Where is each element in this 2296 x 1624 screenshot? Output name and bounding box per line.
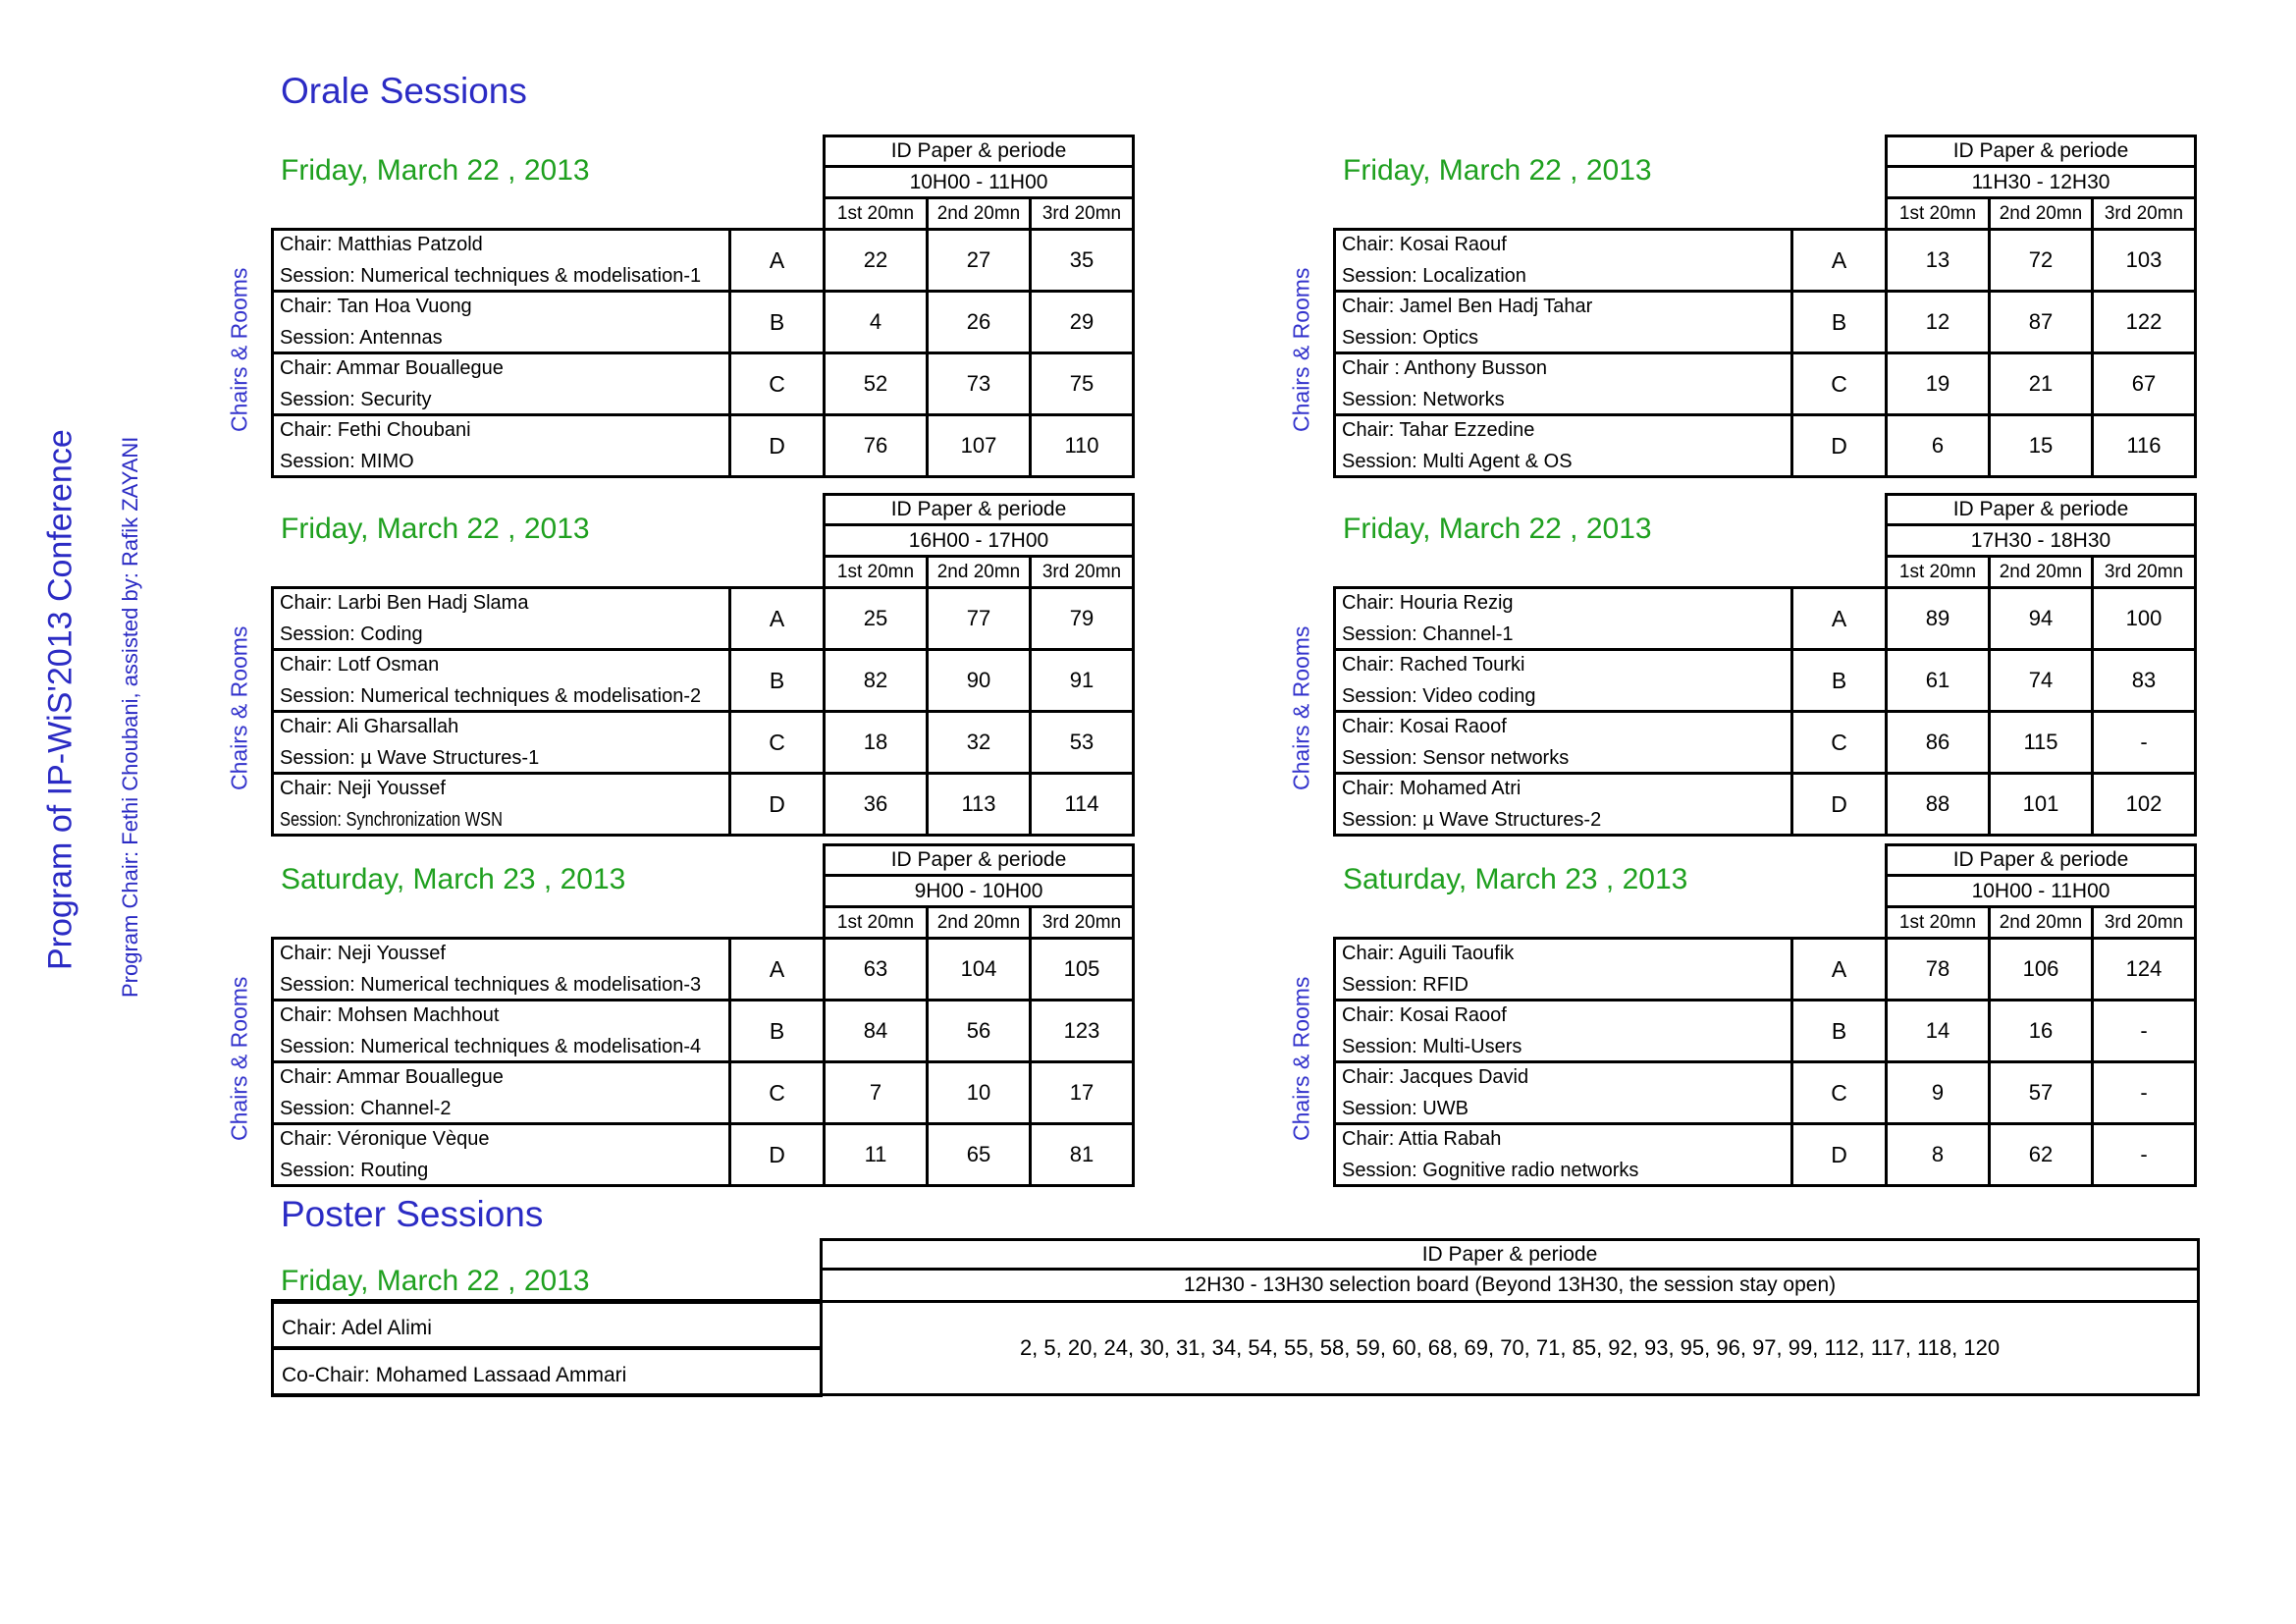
chair-label: Chair: Ammar Bouallegue	[280, 1066, 504, 1088]
chair-label: Chair: Lotf Osman	[280, 654, 440, 676]
chair-label: Chair: Larbi Ben Hadj Slama	[280, 592, 529, 614]
chairs-rooms-label: Chairs & Rooms	[1288, 976, 1314, 1141]
paper-id-cell: 72	[1990, 230, 2093, 292]
slot-header: 2nd 20mn	[928, 198, 1031, 230]
chair-label: Chair: Ammar Bouallegue	[280, 357, 504, 379]
session-label: Session: Multi-Users	[1342, 1036, 1522, 1057]
paper-id-cell: 26	[928, 292, 1031, 353]
session-label: Session: Channel-2	[280, 1098, 452, 1119]
room-cell: B	[1792, 1001, 1887, 1062]
poster-date: Friday, March 22 , 2013	[281, 1265, 590, 1297]
chair-label: Chair: Attia Rabah	[1342, 1128, 1502, 1150]
session-label: Session: Antennas	[280, 327, 443, 349]
paper-id-cell: 83	[2093, 650, 2196, 712]
chair-label: Chair: Ali Gharsallah	[280, 716, 459, 737]
table-row	[1335, 292, 2196, 353]
session-label: Session: µ Wave Structures-1	[280, 747, 540, 769]
id-paper-header: ID Paper & periode	[825, 136, 1134, 167]
table-row	[1335, 415, 2196, 477]
slot-header: 3rd 20mn	[1031, 907, 1134, 939]
session-label: Session: Numerical techniques & modelisation-4	[280, 1036, 702, 1057]
table-row	[1335, 353, 2196, 415]
table-row	[1335, 1001, 2196, 1062]
slot-header: 2nd 20mn	[1990, 198, 2093, 230]
table-row	[1335, 650, 2196, 712]
poster-chair: Chair: Adel Alimi	[273, 1302, 822, 1348]
chair-label: Chair : Anthony Busson	[1342, 357, 1548, 379]
paper-id-cell: 101	[1990, 774, 2093, 836]
chair-label: Chair: Mohsen Machhout	[280, 1004, 500, 1026]
chair-label: Chair: Fethi Choubani	[280, 419, 471, 441]
room-cell: B	[730, 1001, 825, 1062]
side-title: Program of IP-WiS'2013 Conference	[41, 429, 80, 970]
chair-label: Chair: Houria Rezig	[1342, 592, 1514, 614]
room-cell: D	[1792, 774, 1887, 836]
paper-id-cell: -	[2093, 1001, 2196, 1062]
session-label: Session: MIMO	[280, 451, 414, 472]
paper-id-cell: 29	[1031, 292, 1134, 353]
room-cell: D	[1792, 1124, 1887, 1186]
slot-header: 1st 20mn	[825, 198, 928, 230]
poster-ids: 2, 5, 20, 24, 30, 31, 34, 54, 55, 58, 59, 60, 68, 69, 70, 71, 85, 92, 93, 95, 96, 97, 99, 112, 117, 118, 120	[822, 1302, 2199, 1395]
slot-header: 3rd 20mn	[1031, 198, 1134, 230]
paper-id-cell: 89	[1887, 588, 1990, 650]
paper-id-cell: 104	[928, 939, 1031, 1001]
paper-id-cell: 79	[1031, 588, 1134, 650]
session-label: Session: Optics	[1342, 327, 1478, 349]
paper-id-cell: 15	[1990, 415, 2093, 477]
table-row	[273, 650, 1134, 712]
time-header: 9H00 - 10H00	[825, 876, 1134, 907]
room-cell: B	[1792, 292, 1887, 353]
table-row	[1335, 939, 2196, 1001]
slot-header: 3rd 20mn	[2093, 557, 2196, 588]
session-table-friday-11h30	[1288, 135, 2194, 472]
chair-label: Chair: Matthias Patzold	[280, 234, 483, 255]
paper-id-cell: -	[2093, 1062, 2196, 1124]
table-row	[273, 939, 1134, 1001]
paper-id-cell: 116	[2093, 415, 2196, 477]
poster-sessions-title: Poster Sessions	[281, 1194, 544, 1234]
paper-id-cell: 57	[1990, 1062, 2093, 1124]
session-label: Session: Gognitive radio networks	[1342, 1160, 1639, 1181]
room-cell: A	[1792, 230, 1887, 292]
poster-time-header: 12H30 - 13H30 selection board (Beyond 13H30, the session stay open)	[822, 1270, 2199, 1302]
session-label: Session: Multi Agent & OS	[1342, 451, 1573, 472]
chair-label: Chair: Aguili Taoufik	[1342, 943, 1515, 964]
room-cell: A	[1792, 588, 1887, 650]
paper-id-cell: 73	[928, 353, 1031, 415]
session-date: Saturday, March 23 , 2013	[281, 863, 626, 895]
paper-id-cell: 76	[825, 415, 928, 477]
session-label: Session: µ Wave Structures-2	[1342, 809, 1602, 831]
chairs-rooms-label: Chairs & Rooms	[226, 267, 252, 432]
session-date: Saturday, March 23 , 2013	[1343, 863, 1688, 895]
paper-id-cell: 8	[1887, 1124, 1990, 1186]
paper-id-cell: 25	[825, 588, 928, 650]
time-header: 16H00 - 17H00	[825, 525, 1134, 557]
paper-id-cell: 9	[1887, 1062, 1990, 1124]
session-label: Session: UWB	[1342, 1098, 1468, 1119]
poster-table	[271, 1238, 2200, 1397]
room-cell: B	[1792, 650, 1887, 712]
slot-header: 3rd 20mn	[2093, 198, 2196, 230]
room-cell: C	[730, 1062, 825, 1124]
session-label: Session: Networks	[1342, 389, 1505, 410]
session-table-friday-17h30	[1288, 493, 2194, 831]
paper-id-cell: 35	[1031, 230, 1134, 292]
session-label: Session: Channel-1	[1342, 623, 1514, 645]
paper-id-cell: 19	[1887, 353, 1990, 415]
table-row	[273, 353, 1134, 415]
paper-id-cell: 27	[928, 230, 1031, 292]
time-header: 10H00 - 11H00	[825, 167, 1134, 198]
id-paper-header: ID Paper & periode	[1887, 845, 2196, 876]
session-label: Session: Localization	[1342, 265, 1526, 287]
chairs-rooms-label: Chairs & Rooms	[1288, 267, 1314, 432]
session-label: Session: Sensor networks	[1342, 747, 1570, 769]
table-row	[273, 774, 1134, 836]
paper-id-cell: 12	[1887, 292, 1990, 353]
slot-header: 2nd 20mn	[928, 557, 1031, 588]
session-label: Session: Numerical techniques & modelisation-2	[280, 685, 702, 707]
paper-id-cell: 53	[1031, 712, 1134, 774]
paper-id-cell: 103	[2093, 230, 2196, 292]
paper-id-cell: 106	[1990, 939, 2093, 1001]
paper-id-cell: 81	[1031, 1124, 1134, 1186]
room-cell: D	[730, 415, 825, 477]
session-table-saturday-9h00	[226, 843, 1132, 1181]
session-label: Session: Numerical techniques & modelisation-1	[280, 265, 702, 287]
paper-id-cell: 32	[928, 712, 1031, 774]
paper-id-cell: 4	[825, 292, 928, 353]
paper-id-cell: 61	[1887, 650, 1990, 712]
paper-id-cell: 122	[2093, 292, 2196, 353]
oral-sessions-title: Orale Sessions	[281, 71, 527, 111]
paper-id-cell: 74	[1990, 650, 2093, 712]
chair-label: Chair: Neji Youssef	[280, 778, 446, 799]
paper-id-cell: 22	[825, 230, 928, 292]
paper-id-cell: 84	[825, 1001, 928, 1062]
room-cell: A	[730, 588, 825, 650]
table-row	[1335, 1062, 2196, 1124]
paper-id-cell: 94	[1990, 588, 2093, 650]
paper-id-cell: 63	[825, 939, 928, 1001]
session-date: Friday, March 22 , 2013	[1343, 154, 1652, 187]
paper-id-cell: 14	[1887, 1001, 1990, 1062]
paper-id-cell: 65	[928, 1124, 1031, 1186]
room-cell: D	[730, 774, 825, 836]
paper-id-cell: 67	[2093, 353, 2196, 415]
chairs-rooms-label: Chairs & Rooms	[1288, 625, 1314, 790]
paper-id-cell: 114	[1031, 774, 1134, 836]
paper-id-cell: 123	[1031, 1001, 1134, 1062]
paper-id-cell: 21	[1990, 353, 2093, 415]
paper-id-cell: 91	[1031, 650, 1134, 712]
slot-header: 3rd 20mn	[1031, 557, 1134, 588]
id-paper-header: ID Paper & periode	[1887, 136, 2196, 167]
side-subtitle: Program Chair: Fethi Choubani, assisted by: Rafik ZAYANI	[118, 436, 142, 998]
table-row	[273, 712, 1134, 774]
poster-co-chair: Co-Chair: Mohamed Lassaad Ammari	[273, 1348, 822, 1395]
paper-id-cell: 115	[1990, 712, 2093, 774]
slot-header: 3rd 20mn	[2093, 907, 2196, 939]
paper-id-cell: 18	[825, 712, 928, 774]
paper-id-cell: 77	[928, 588, 1031, 650]
id-paper-header: ID Paper & periode	[1887, 495, 2196, 525]
time-header: 11H30 - 12H30	[1887, 167, 2196, 198]
paper-id-cell: 110	[1031, 415, 1134, 477]
chair-label: Chair: Mohamed Atri	[1342, 778, 1522, 799]
paper-id-cell: 52	[825, 353, 928, 415]
time-header: 10H00 - 11H00	[1887, 876, 2196, 907]
table-row	[273, 1062, 1134, 1124]
table-row	[273, 1124, 1134, 1186]
id-paper-header: ID Paper & periode	[825, 495, 1134, 525]
session-table-friday-10h00	[226, 135, 1132, 472]
slot-header: 1st 20mn	[825, 557, 928, 588]
table-row	[273, 588, 1134, 650]
paper-id-cell: 11	[825, 1124, 928, 1186]
room-cell: D	[1792, 415, 1887, 477]
session-label: Session: Synchronization WSN	[280, 809, 503, 831]
table-row	[273, 230, 1134, 292]
paper-id-cell: 124	[2093, 939, 2196, 1001]
paper-id-cell: 105	[1031, 939, 1134, 1001]
paper-id-cell: 62	[1990, 1124, 2093, 1186]
poster-id-paper-header: ID Paper & periode	[822, 1240, 2199, 1270]
session-date: Friday, March 22 , 2013	[1343, 513, 1652, 545]
session-label: Session: Security	[280, 389, 432, 410]
room-cell: C	[730, 712, 825, 774]
table-row	[273, 292, 1134, 353]
paper-id-cell: 7	[825, 1062, 928, 1124]
paper-id-cell: 10	[928, 1062, 1031, 1124]
table-row	[1335, 588, 2196, 650]
paper-id-cell: 75	[1031, 353, 1134, 415]
table-row	[1335, 1124, 2196, 1186]
room-cell: A	[730, 230, 825, 292]
paper-id-cell: 36	[825, 774, 928, 836]
paper-id-cell: 13	[1887, 230, 1990, 292]
paper-id-cell: 17	[1031, 1062, 1134, 1124]
room-cell: D	[730, 1124, 825, 1186]
paper-id-cell: 6	[1887, 415, 1990, 477]
room-cell: A	[730, 939, 825, 1001]
chairs-rooms-label: Chairs & Rooms	[226, 625, 252, 790]
slot-header: 1st 20mn	[1887, 198, 1990, 230]
chair-label: Chair: Kosai Raoof	[1342, 1004, 1507, 1026]
table-row	[273, 1001, 1134, 1062]
paper-id-cell: 100	[2093, 588, 2196, 650]
session-label: Session: Video coding	[1342, 685, 1536, 707]
slot-header: 1st 20mn	[1887, 907, 1990, 939]
chair-label: Chair: Neji Youssef	[280, 943, 446, 964]
paper-id-cell: 82	[825, 650, 928, 712]
id-paper-header: ID Paper & periode	[825, 845, 1134, 876]
chair-label: Chair: Véronique Vèque	[280, 1128, 490, 1150]
table-row	[273, 415, 1134, 477]
session-table-friday-16h00	[226, 493, 1132, 831]
table-row	[1335, 774, 2196, 836]
room-cell: C	[1792, 712, 1887, 774]
table-row	[1335, 230, 2196, 292]
slot-header: 2nd 20mn	[1990, 557, 2093, 588]
session-label: Session: RFID	[1342, 974, 1468, 996]
chair-label: Chair: Rached Tourki	[1342, 654, 1525, 676]
room-cell: B	[730, 650, 825, 712]
chair-label: Chair: Jamel Ben Hadj Tahar	[1342, 296, 1593, 317]
paper-id-cell: 56	[928, 1001, 1031, 1062]
paper-id-cell: 86	[1887, 712, 1990, 774]
paper-id-cell: 87	[1990, 292, 2093, 353]
paper-id-cell: 16	[1990, 1001, 2093, 1062]
slot-header: 1st 20mn	[1887, 557, 1990, 588]
session-date: Friday, March 22 , 2013	[281, 513, 590, 545]
chairs-rooms-label: Chairs & Rooms	[226, 976, 252, 1141]
chair-label: Chair: Tan Hoa Vuong	[280, 296, 472, 317]
paper-id-cell: 90	[928, 650, 1031, 712]
table-row	[1335, 712, 2196, 774]
time-header: 17H30 - 18H30	[1887, 525, 2196, 557]
room-cell: C	[1792, 353, 1887, 415]
chair-label: Chair: Tahar Ezzedine	[1342, 419, 1535, 441]
paper-id-cell: -	[2093, 712, 2196, 774]
paper-id-cell: 78	[1887, 939, 1990, 1001]
room-cell: A	[1792, 939, 1887, 1001]
slot-header: 2nd 20mn	[1990, 907, 2093, 939]
session-label: Session: Numerical techniques & modelisation-3	[280, 974, 702, 996]
chair-label: Chair: Kosai Raouf	[1342, 234, 1507, 255]
chair-label: Chair: Kosai Raoof	[1342, 716, 1507, 737]
session-label: Session: Coding	[280, 623, 423, 645]
chair-label: Chair: Jacques David	[1342, 1066, 1529, 1088]
paper-id-cell: 102	[2093, 774, 2196, 836]
room-cell: B	[730, 292, 825, 353]
paper-id-cell: 113	[928, 774, 1031, 836]
slot-header: 2nd 20mn	[928, 907, 1031, 939]
session-label: Session: Routing	[280, 1160, 429, 1181]
paper-id-cell: 88	[1887, 774, 1990, 836]
slot-header: 1st 20mn	[825, 907, 928, 939]
paper-id-cell: 107	[928, 415, 1031, 477]
paper-id-cell: -	[2093, 1124, 2196, 1186]
room-cell: C	[730, 353, 825, 415]
session-table-saturday-10h00	[1288, 843, 2194, 1181]
room-cell: C	[1792, 1062, 1887, 1124]
session-date: Friday, March 22 , 2013	[281, 154, 590, 187]
